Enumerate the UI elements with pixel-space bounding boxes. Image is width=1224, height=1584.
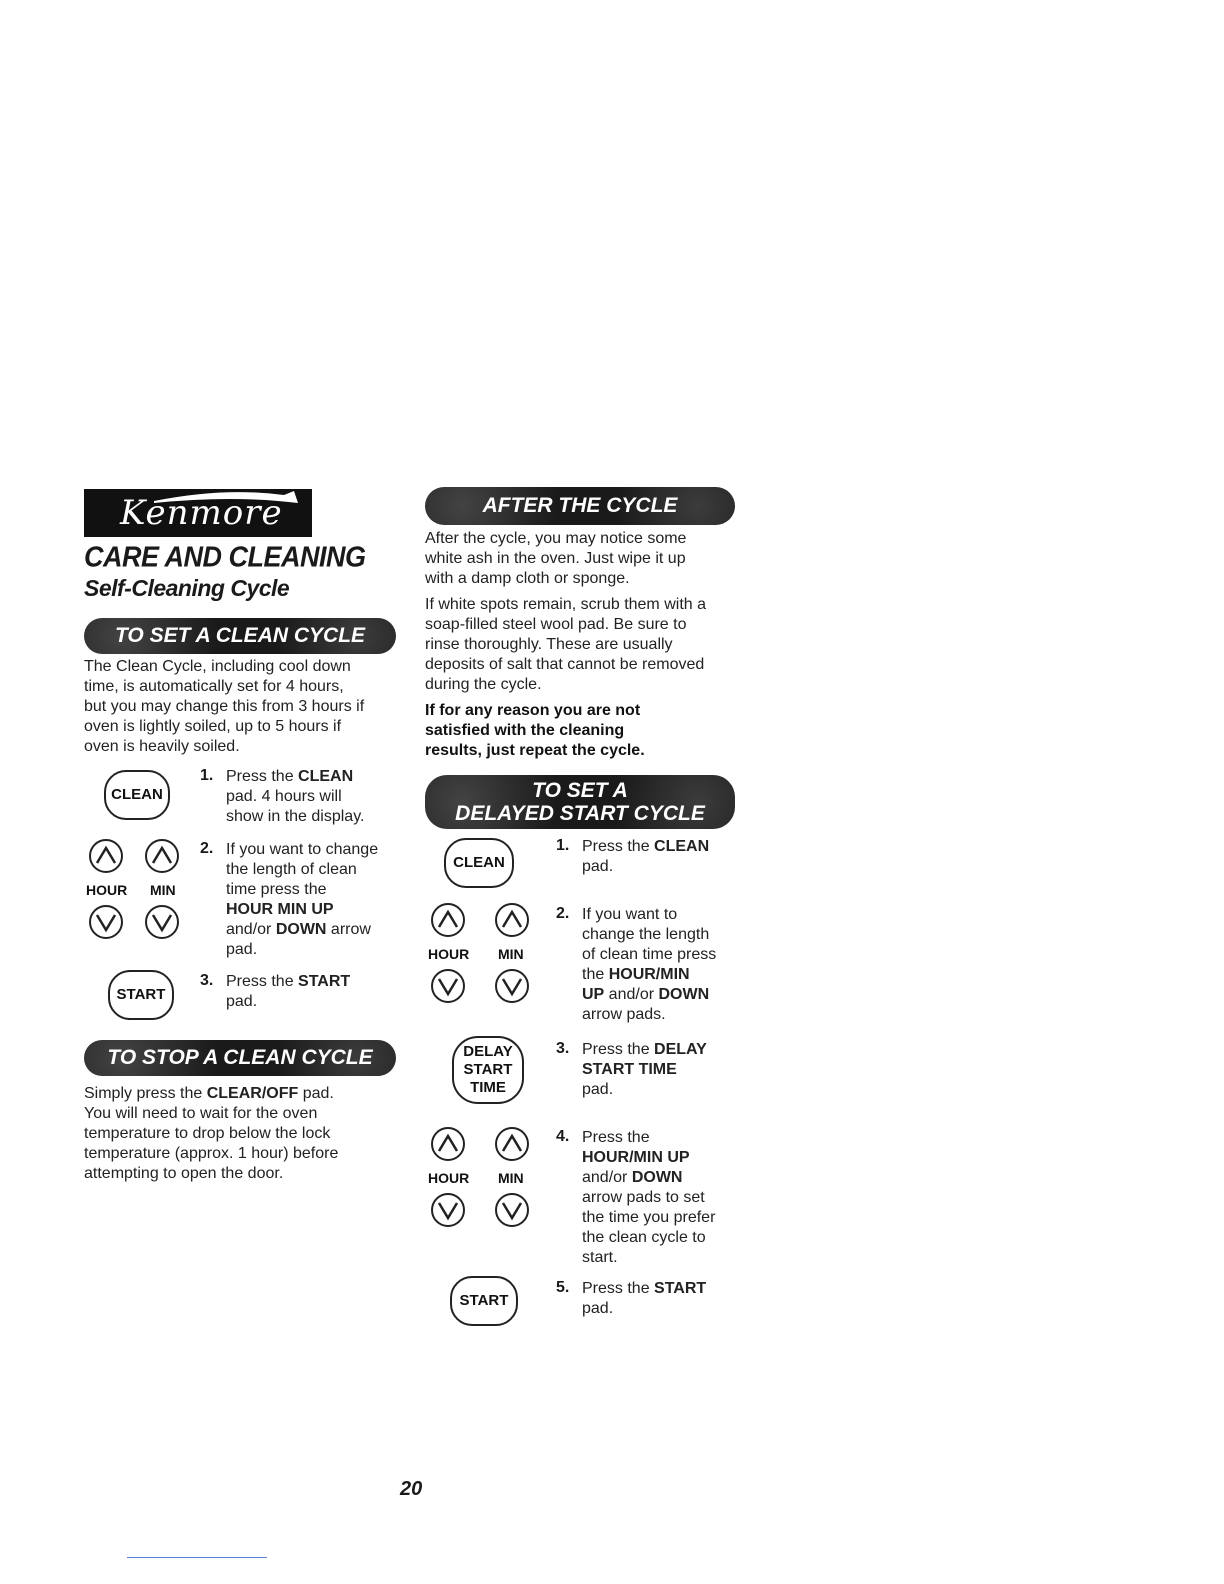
set-clean-step-1: Press the CLEAN pad. 4 hours will show in the display.	[226, 768, 365, 825]
min-down-arrow-icon	[496, 970, 528, 1002]
page-subtitle: Self-Cleaning Cycle	[84, 575, 290, 601]
hour-label: HOUR	[428, 1170, 470, 1186]
hour-down-arrow-icon	[432, 1194, 464, 1226]
section-heading-stop-clean: TO STOP A CLEAN CYCLE	[84, 1040, 396, 1076]
step-number: 1.	[200, 767, 214, 784]
section-heading-set-clean: TO SET A CLEAN CYCLE	[84, 618, 396, 654]
start-pad: START	[450, 1276, 518, 1326]
delayed-step-3: Press the DELAY START TIME pad.	[582, 1041, 707, 1098]
section-heading-delayed-start: TO SET A DELAYED START CYCLE	[425, 775, 735, 829]
delayed-step-4: Press the HOUR/MIN UP and/or DOWN arrow pads to set the time you prefer the clean cycle to start.	[582, 1129, 716, 1266]
step-number: 1.	[556, 837, 570, 854]
start-pad: START	[108, 970, 174, 1020]
step-number: 5.	[556, 1279, 570, 1296]
set-clean-step-3: Press the START pad.	[226, 973, 351, 1010]
after-cycle-paragraph-2: If white spots remain, scrub them with a soap-filled steel wool pad. Be sure to rinse thoroughly. These are usually deposits of salt that cannot be removed during the cycle.	[425, 596, 706, 693]
step-number: 2.	[200, 840, 214, 857]
step-number: 3.	[200, 972, 214, 989]
min-label: MIN	[498, 946, 524, 962]
delayed-step-1: Press the CLEAN pad.	[582, 838, 710, 875]
page-title: CARE AND CLEANING	[84, 541, 366, 573]
page-number: 20	[400, 1478, 423, 1500]
min-down-arrow-icon	[146, 906, 178, 938]
min-up-arrow-icon	[496, 904, 528, 936]
step-number: 3.	[556, 1040, 570, 1057]
hour-label: HOUR	[428, 946, 470, 962]
min-label: MIN	[498, 1170, 524, 1186]
hour-up-arrow-icon	[432, 1128, 464, 1160]
hour-up-arrow-icon	[90, 840, 122, 872]
after-cycle-paragraph-1: After the cycle, you may notice some white ash in the oven. Just wipe it up with a damp cloth or sponge.	[425, 530, 687, 587]
kenmore-logo	[84, 489, 312, 537]
min-up-arrow-icon	[146, 840, 178, 872]
step-number: 4.	[556, 1128, 570, 1145]
clean-pad: CLEAN	[444, 838, 514, 888]
logo-text: Kenmore	[120, 493, 283, 533]
hour-label: HOUR	[86, 882, 128, 898]
set-clean-step-2: If you want to change the length of clean time press the HOUR MIN UP and/or DOWN arrow pad.	[226, 841, 379, 958]
min-down-arrow-icon	[496, 1194, 528, 1226]
hour-up-arrow-icon	[432, 904, 464, 936]
step-number: 2.	[556, 905, 570, 922]
set-clean-intro: The Clean Cycle, including cool down time, is automatically set for 4 hours, but you may change this from 3 hours if oven is lightly soiled, up to 5 hours if oven is heavily soiled.	[84, 658, 365, 755]
delayed-step-5: Press the START pad.	[582, 1280, 707, 1317]
hour-down-arrow-icon	[90, 906, 122, 938]
clean-pad: CLEAN	[104, 770, 170, 820]
hour-down-arrow-icon	[432, 970, 464, 1002]
footer-rule	[127, 1557, 267, 1558]
min-up-arrow-icon	[496, 1128, 528, 1160]
min-label: MIN	[150, 882, 176, 898]
delayed-step-2: If you want to change the length of clean time press the HOUR/MIN UP and/or DOWN arrow pads.	[582, 906, 717, 1023]
stop-clean-text: Simply press the CLEAR/OFF pad. You will need to wait for the oven temperature to drop below the lock temperature (approx. 1 hour) before attempting to open the door.	[84, 1085, 339, 1182]
section-heading-after-cycle: AFTER THE CYCLE	[425, 487, 735, 525]
after-cycle-note: If for any reason you are not satisfied with the cleaning results, just repeat the cycle.	[425, 702, 645, 759]
delay-start-time-pad: DELAY START TIME	[452, 1036, 524, 1104]
